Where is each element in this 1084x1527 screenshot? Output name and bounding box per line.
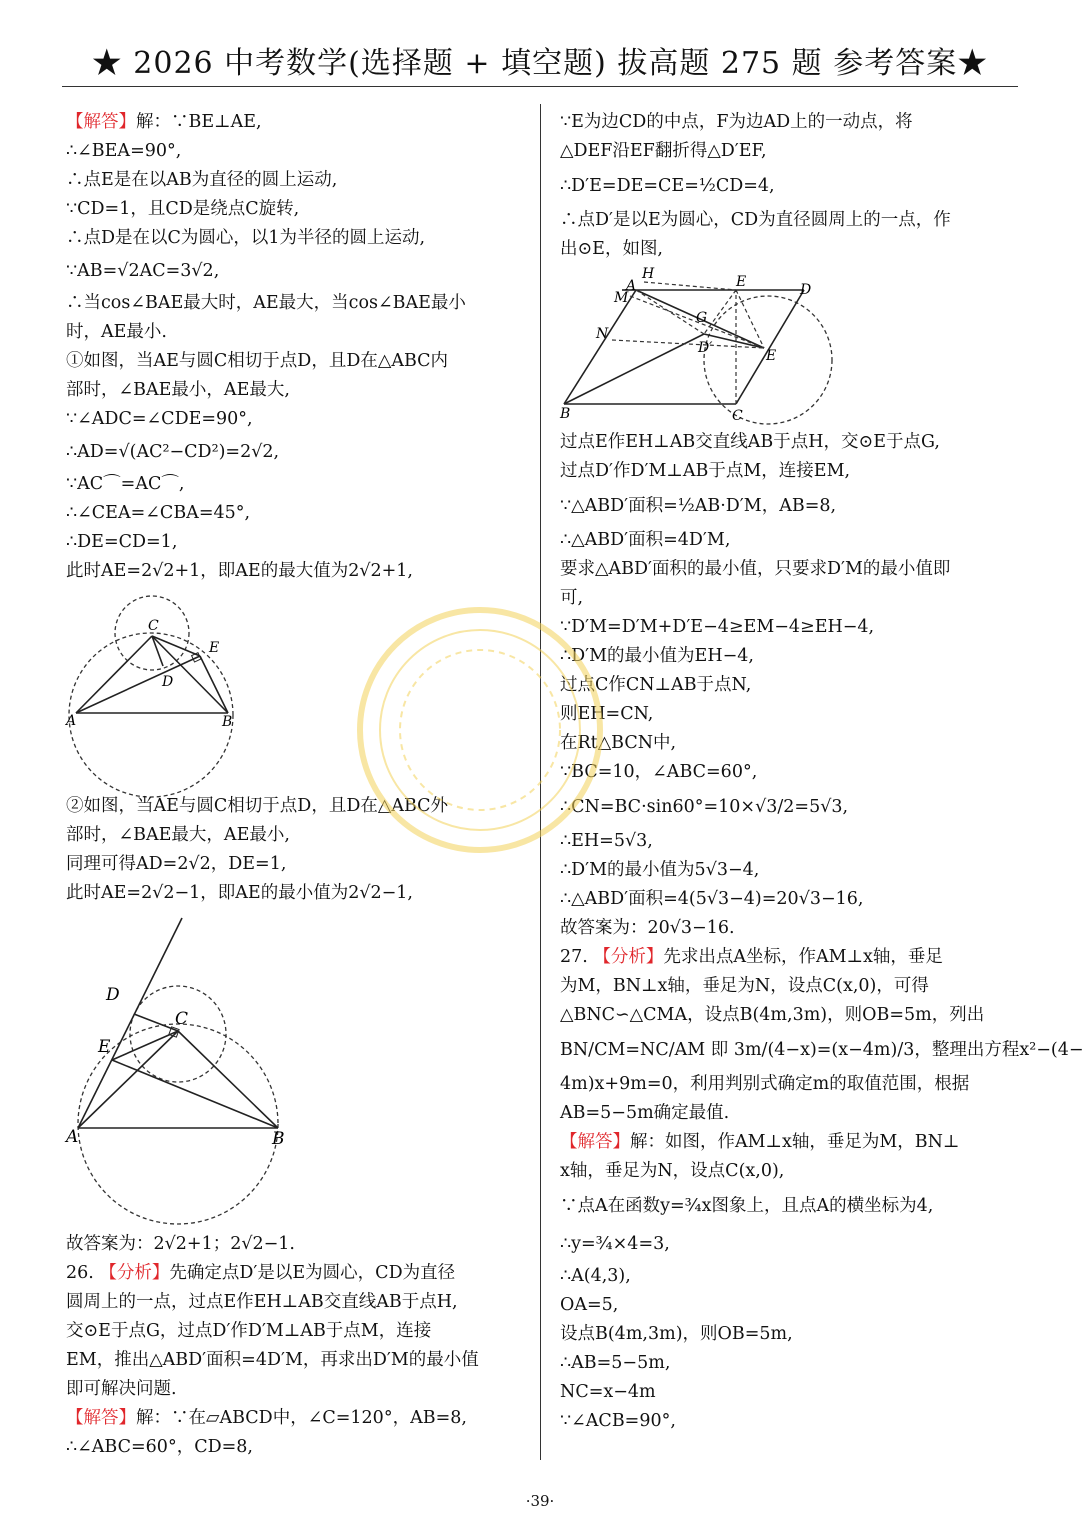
line-text: 同理可得AD=2√2，DE=1, <box>66 854 287 874</box>
line-text: ∵∠ADC=∠CDE=90°, <box>66 409 253 429</box>
line-text: 设点B(4m,3m)，则OB=5m, <box>560 1324 793 1344</box>
fig3-label-B: B <box>560 406 571 422</box>
section-tag: 【解答】 <box>66 112 136 132</box>
text-line <box>66 1230 521 1259</box>
text-line <box>66 137 521 166</box>
line-text: ∵CD=1，且CD是绕点C旋转, <box>66 199 300 219</box>
line-text: ∴△ABD′面积=4D′M, <box>560 530 731 550</box>
line-text: 出⊙E，如图, <box>560 239 664 259</box>
figure-3 <box>560 266 840 426</box>
line-text: ∴CN=BC·sin60°=10×√3/2=5√3, <box>560 797 849 817</box>
text-line <box>66 195 521 224</box>
line-text: 故答案为：20√3−16. <box>560 918 735 938</box>
line-text: ①如图，当AE与圆C相切于点D，且D在△ABC内 <box>66 351 449 371</box>
fig1-label-C: C <box>148 618 159 634</box>
solution-block-25a <box>66 108 521 586</box>
text-line <box>560 827 1012 856</box>
text-line <box>66 1404 521 1433</box>
line-text: ∴点E是在以AB为直径的圆上运动, <box>66 170 338 190</box>
right-column <box>560 108 1084 1436</box>
page-number: ·39· <box>525 1492 555 1510</box>
text-line <box>560 856 1012 885</box>
line-text: 过点E作EH⊥AB交直线AB于点H，交⊙E于点G, <box>560 432 940 452</box>
text-line <box>66 821 521 850</box>
line-text: 解：∵BE⊥AE, <box>136 112 262 132</box>
text-line <box>66 1346 521 1375</box>
solution-block-26-27 <box>560 428 1084 1436</box>
fig3-label-G: G <box>696 310 708 326</box>
text-line <box>560 885 1012 914</box>
text-line <box>560 729 1012 758</box>
section-tag: 【解答】 <box>560 1132 630 1152</box>
fig1-label-E: E <box>209 640 220 656</box>
solution-block-26-continued <box>560 108 1012 264</box>
line-text: 过点D′作D′M⊥AB于点M，连接EM, <box>560 461 851 481</box>
solution-block-26 <box>66 1230 521 1462</box>
text-line <box>66 499 521 528</box>
section-tag: 【分析】 <box>99 1263 170 1283</box>
text-line <box>560 1349 1012 1378</box>
line-text: 先求出点A坐标，作AM⊥x轴，垂足 <box>663 947 943 967</box>
text-line <box>560 526 1012 555</box>
text-line <box>66 289 521 318</box>
solution-block-25b <box>66 792 521 908</box>
line-text: 则EH=CN, <box>560 704 654 724</box>
fig2-label-A: A <box>66 1127 79 1147</box>
fig1-label-B: B <box>222 714 233 730</box>
text-line <box>560 486 1012 526</box>
text-line <box>560 1186 1012 1226</box>
text-line <box>560 1128 1012 1157</box>
line-text: 解：如图，作AM⊥x轴，垂足为M，BN⊥ <box>630 1132 960 1152</box>
line-text: AB=5−5m确定最值. <box>560 1103 730 1123</box>
question-number: 26. <box>66 1263 100 1283</box>
text-line <box>560 235 1012 264</box>
text-line <box>560 1099 1012 1128</box>
line-text: 此时AE=2√2−1，即AE的最小值为2√2−1, <box>66 883 413 903</box>
fig3-label-M: M <box>614 290 629 306</box>
line-text: 即可解决问题. <box>66 1379 177 1399</box>
line-text: △BNC∽△CMA，设点B(4m,3m)，则OB=5m，列出 <box>560 1005 985 1025</box>
line-text: △DEF沿EF翻折得△D′EF, <box>560 141 767 161</box>
fig3-label-N: N <box>596 326 609 342</box>
question-number: 27. <box>560 947 594 967</box>
column-divider <box>540 104 541 1460</box>
fig1-label-D: D <box>162 674 174 690</box>
text-line <box>560 584 1012 613</box>
text-line <box>560 700 1012 729</box>
text-line <box>66 108 521 137</box>
line-text: 圆周上的一点，过点E作EH⊥AB交直线AB于点H, <box>66 1292 458 1312</box>
text-line <box>560 1030 1084 1070</box>
fig3-label-E-top: E <box>736 274 747 290</box>
text-line <box>560 787 1012 827</box>
text-line <box>560 972 1012 1001</box>
fig3-label-H: H <box>642 266 655 282</box>
line-text: ∵BC=10，∠ABC=60°, <box>560 762 758 782</box>
line-text: 过点C作CN⊥AB于点N, <box>560 675 752 695</box>
text-line <box>66 376 521 405</box>
text-line <box>560 1291 1012 1320</box>
line-text: ∴D′E=DE=CE=½CD=4, <box>560 176 775 196</box>
line-text: 交⊙E于点G，过点D′作D′M⊥AB于点M，连接 <box>66 1321 432 1341</box>
line-text: x轴，垂足为N，设点C(x,0), <box>560 1161 785 1181</box>
text-line <box>560 555 1012 584</box>
fig2-label-E: E <box>98 1037 111 1057</box>
text-line <box>560 914 1012 943</box>
header-divider <box>62 86 1018 87</box>
fig3-label-C: C <box>732 408 743 424</box>
text-line <box>66 850 521 879</box>
line-text: ∴A(4,3), <box>560 1266 631 1286</box>
line-text: ∵∠ACB=90°, <box>560 1411 676 1431</box>
text-line <box>560 1262 1012 1291</box>
text-line <box>66 224 521 253</box>
fig1-label-A: A <box>66 713 77 729</box>
text-line <box>66 1317 521 1346</box>
line-text: ∴∠ABC=60°，CD=8, <box>66 1437 253 1457</box>
line-text: ∴△ABD′面积=4(5√3−4)=20√3−16, <box>560 889 864 909</box>
text-line <box>560 1226 1012 1262</box>
line-text: 先确定点D′是以E为圆心，CD为直径 <box>169 1263 456 1283</box>
text-line <box>66 347 521 376</box>
text-line <box>560 1378 1012 1407</box>
line-text: ∵D′M=D′M+D′E−4≥EM−4≥EH−4, <box>560 617 875 637</box>
line-text: OA=5, <box>560 1295 619 1315</box>
text-line <box>66 557 521 586</box>
text-line <box>66 405 521 434</box>
line-text: ∴AB=5−5m, <box>560 1353 671 1373</box>
fig2-label-D: D <box>106 985 120 1005</box>
line-text: ∴∠CEA=∠CBA=45°, <box>66 503 251 523</box>
line-text: 为M，BN⊥x轴，垂足为N，设点C(x,0)，可得 <box>560 976 929 996</box>
line-text: NC=x−4m <box>560 1382 656 1402</box>
fig3-label-D: D <box>800 282 812 298</box>
text-line <box>560 206 1012 235</box>
line-text: 4m)x+9m=0，利用判别式确定m的取值范围，根据 <box>560 1074 970 1094</box>
line-text: ∵AB=√2AC=3√2, <box>66 261 220 281</box>
text-line <box>66 470 521 499</box>
line-text: ∵E为边CD的中点，F为边AD上的一动点，将 <box>560 112 913 132</box>
line-text: ∴EH=5√3, <box>560 831 653 851</box>
text-line <box>560 1001 1012 1030</box>
text-line <box>66 792 521 821</box>
section-tag: 【分析】 <box>593 947 664 967</box>
text-line <box>66 879 521 908</box>
fig2-label-C: C <box>175 1009 189 1029</box>
text-line <box>560 613 1012 642</box>
fig3-label-A: A <box>626 278 637 294</box>
line-text: ∴点D是在以C为圆心，以1为半径的圆上运动, <box>66 228 426 248</box>
text-line <box>560 642 1012 671</box>
line-text: EM，推出△ABD′面积=4D′M，再求出D′M的最小值 <box>66 1350 479 1370</box>
text-line <box>560 671 1012 700</box>
line-text: ∴y=¾×4=3, <box>560 1234 670 1254</box>
line-text: 可, <box>560 588 584 608</box>
text-line <box>66 318 521 347</box>
text-line <box>560 758 1012 787</box>
text-line <box>66 253 521 289</box>
text-line <box>560 428 1012 457</box>
text-line <box>66 1259 521 1288</box>
text-line <box>560 943 1012 972</box>
fig3-label-E-right: E <box>766 348 777 364</box>
text-line <box>560 108 1012 137</box>
line-text: ∴点D′是以E为圆心，CD为直径圆周上的一点，作 <box>560 210 951 230</box>
text-line <box>560 1407 1012 1436</box>
line-text: 时，AE最小. <box>66 322 167 342</box>
text-line <box>66 1433 521 1462</box>
line-text: ∴AD=√(AC²−CD²)=2√2, <box>66 442 280 462</box>
line-text: 部时，∠BAE最小，AE最大, <box>66 380 290 400</box>
text-line <box>560 1157 1012 1186</box>
text-line <box>66 528 521 557</box>
line-text: ∴D′M的最小值为EH−4, <box>560 646 754 666</box>
text-line <box>560 137 1012 166</box>
text-line <box>66 166 521 195</box>
line-text: ∴当cos∠BAE最大时，AE最大，当cos∠BAE最小 <box>66 293 466 313</box>
line-text: 此时AE=2√2+1，即AE的最大值为2√2+1, <box>66 561 413 581</box>
text-line <box>560 1320 1012 1349</box>
line-text: ∴∠BEA=90°, <box>66 141 182 161</box>
figure-1 <box>66 598 246 788</box>
text-line <box>66 1375 521 1404</box>
text-line <box>66 1288 521 1317</box>
line-text: ∵AC⌒=AC⌒, <box>66 474 185 494</box>
text-line <box>560 1070 1012 1099</box>
fig2-label-B: B <box>272 1129 285 1149</box>
line-text: 在Rt△BCN中, <box>560 733 677 753</box>
line-text: 解：∵在▱ABCD中，∠C=120°，AB=8, <box>136 1408 467 1428</box>
text-line <box>560 457 1012 486</box>
line-text: BN/CM=NC/AM 即 3m/(4−x)=(x−4m)/3，整理出方程x²−(4− <box>560 1040 1084 1060</box>
fig3-label-D-prime: D′ <box>698 340 713 356</box>
line-text: 要求△ABD′面积的最小值，只要求D′M的最小值即 <box>560 559 951 579</box>
line-text: ∵点A在函数y=¾x图象上，且点A的横坐标为4, <box>560 1196 934 1216</box>
line-text: 部时，∠BAE最大，AE最小, <box>66 825 290 845</box>
line-text: 故答案为：2√2+1；2√2−1. <box>66 1234 295 1254</box>
text-line <box>66 434 521 470</box>
section-tag: 【解答】 <box>66 1408 136 1428</box>
text-line <box>560 166 1012 206</box>
line-text: ∴D′M的最小值为5√3−4, <box>560 860 760 880</box>
line-text: ∴DE=CD=1, <box>66 532 178 552</box>
left-column <box>66 108 521 1462</box>
page-title: ★ 2026 中考数学(选择题 + 填空题) 拔高题 275 题 参考答案★ <box>91 46 989 81</box>
line-text: ②如图，当AE与圆C相切于点D，且D在△ABC外 <box>66 796 449 816</box>
figure-2 <box>66 914 306 1224</box>
line-text: ∵△ABD′面积=½AB·D′M，AB=8, <box>560 496 837 516</box>
